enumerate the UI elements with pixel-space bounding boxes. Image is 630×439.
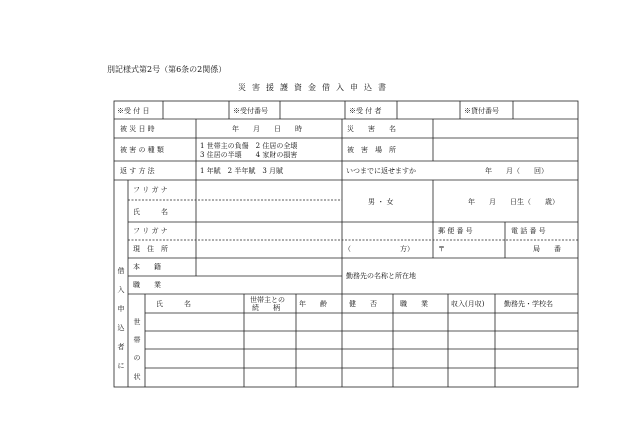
- loan-number-label: ※貸付番号: [464, 107, 499, 115]
- repayment-method-options: 1 年賦 2 半年賦 3 月賦: [200, 167, 284, 175]
- furigana-field[interactable]: [197, 181, 341, 199]
- damage-location-label: 被 害 場 所: [347, 146, 396, 154]
- receipt-date-field[interactable]: [164, 102, 228, 118]
- household-side-char: 帯: [133, 336, 141, 344]
- domicile-label: 本 籍: [133, 263, 161, 271]
- damage-location-field[interactable]: [434, 139, 577, 160]
- repayment-method-label: 返 す 方 法: [120, 167, 155, 175]
- name-field[interactable]: [197, 201, 341, 221]
- address-label: 現 住 所: [133, 245, 168, 253]
- side-label-char: 申: [117, 305, 125, 313]
- disaster-date-label: 被 災 日 時: [120, 125, 155, 133]
- col-workplace: 勤務先・学校名: [504, 300, 553, 308]
- loan-number-field[interactable]: [514, 102, 577, 118]
- col-age: 年 齢: [299, 300, 327, 308]
- side-label-char: 入: [117, 286, 125, 294]
- repayment-until-label: いつまでに返せますか: [346, 167, 416, 175]
- col-relation-line2: 続 柄: [252, 304, 280, 312]
- workplace-field[interactable]: [434, 259, 577, 293]
- household-side-char: 状: [133, 373, 141, 381]
- gender-choice[interactable]: 男 ・ 女: [368, 198, 394, 206]
- furigana-label: フ リ ガ ナ: [133, 186, 168, 194]
- phone-number-label: 電 話 番 号: [511, 227, 546, 235]
- receipt-date-label: ※受 付 日: [117, 107, 150, 115]
- disaster-name-label: 災 害 名: [347, 125, 396, 133]
- receiver-label: ※受 付 者: [349, 107, 382, 115]
- side-label-char: に: [117, 362, 125, 370]
- damage-options-line1: 1 世帯主の負傷 2 住居の全壊: [200, 142, 298, 150]
- postal-code-label: 郵 便 番 号: [438, 227, 473, 235]
- occupation-field[interactable]: [197, 277, 341, 293]
- name-label: 氏 名: [133, 208, 168, 216]
- side-label-char: 者: [117, 343, 125, 351]
- workplace-label: 勤務先の名称と所在地: [346, 272, 416, 280]
- disaster-name-field[interactable]: [434, 120, 577, 137]
- repayment-until-format: 年 月（ 回）: [485, 167, 548, 175]
- side-label-char: 借: [117, 267, 125, 275]
- receiver-field[interactable]: [398, 102, 459, 118]
- col-relation-line1: 世帯主との: [250, 296, 285, 304]
- birth-date-format: 年 月 日生（ 歳）: [468, 198, 559, 206]
- col-name: 氏 名: [156, 300, 191, 308]
- col-income: 収入(月収): [451, 300, 485, 308]
- household-side-char: の: [133, 354, 141, 362]
- address-suffix: （ 方）: [344, 245, 414, 253]
- col-job: 職 業: [400, 300, 428, 308]
- receipt-number-field[interactable]: [281, 102, 344, 118]
- damage-options-line2: 3 住居の半壊 4 家財の損害: [200, 151, 298, 159]
- side-label-char: 込: [117, 324, 125, 332]
- address-furigana-label: フ リ ガ ナ: [133, 227, 168, 235]
- col-health: 健 否: [349, 300, 377, 308]
- postal-symbol: 〒: [438, 245, 445, 253]
- form-ref: 別記様式第2号（第6条の2関係）: [107, 65, 227, 74]
- receipt-number-label: ※受付番号: [233, 107, 268, 115]
- damage-type-label: 被 害 の 種 類: [120, 146, 164, 154]
- disaster-date-format: 年 月 日 時: [232, 125, 302, 133]
- form-title: 災害援護資金借入申込書: [238, 83, 392, 92]
- occupation-label: 職 業: [133, 281, 161, 289]
- phone-suffix: 局 番: [533, 245, 561, 253]
- household-side-char: 世: [133, 318, 141, 326]
- domicile-field[interactable]: [197, 259, 341, 275]
